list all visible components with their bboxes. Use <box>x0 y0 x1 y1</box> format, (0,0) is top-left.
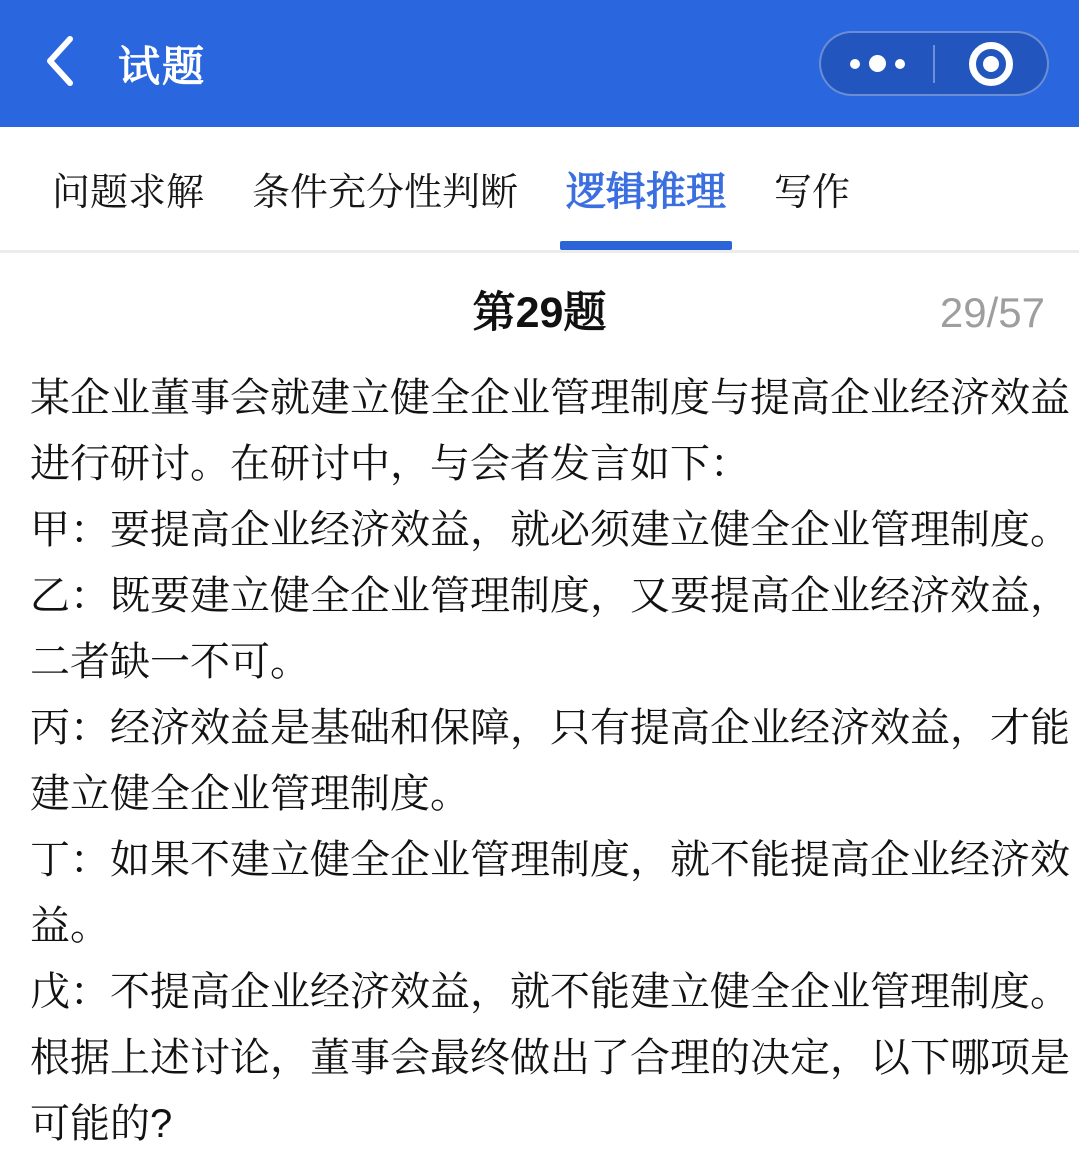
question-line: 益。 <box>30 904 110 948</box>
question-line: 某企业董事会就建立健全企业管理制度与提高企业经济效益 <box>30 376 1070 420</box>
chevron-left-icon <box>42 33 76 94</box>
question-line: 甲：要提高企业经济效益，就必须建立健全企业管理制度。 <box>30 508 1070 552</box>
question-line: 根据上述讨论，董事会最终做出了合理的决定，以下哪项是 <box>30 1036 1070 1080</box>
question-number: 第29题 <box>472 289 607 337</box>
question-line: 丁：如果不建立健全企业管理制度，就不能提高企业经济效 <box>30 838 1070 882</box>
question-progress: 29/57 <box>939 289 1045 336</box>
app-header <box>0 0 1079 127</box>
ellipsis-icon <box>850 55 905 72</box>
more-button[interactable] <box>821 33 933 94</box>
question-body <box>0 365 1079 1157</box>
active-tab-underline <box>560 241 732 250</box>
tab-logical-reasoning-label: 逻辑推理 <box>566 170 727 214</box>
question-line: 丙：经济效益是基础和保障，只有提高企业经济效益，才能 <box>30 706 1070 750</box>
category-tabbar <box>0 127 1079 253</box>
page-title: 试题 <box>118 42 207 90</box>
close-minimize-button[interactable] <box>935 33 1047 94</box>
question-line: 二者缺一不可。 <box>30 640 310 684</box>
question-line: 戊：不提高企业经济效益，就不能建立健全企业管理制度。 <box>30 970 1070 1014</box>
target-circle-icon <box>969 42 1013 86</box>
tab-logical-reasoning[interactable] <box>566 127 726 250</box>
tab-problem-solving[interactable]: 问题求解 <box>52 172 205 214</box>
question-line: 可能的? <box>30 1102 173 1146</box>
back-button[interactable] <box>42 34 86 94</box>
question-line: 进行研讨。在研讨中，与会者发言如下： <box>30 442 750 486</box>
question-meta <box>0 281 1079 345</box>
question-line: 乙：既要建立健全企业管理制度，又要提高企业经济效益， <box>30 574 1070 618</box>
question-line: 建立健全企业管理制度。 <box>30 772 470 816</box>
tab-condition-sufficiency[interactable]: 条件充分性判断 <box>252 172 519 214</box>
tab-writing[interactable]: 写作 <box>774 172 851 214</box>
wechat-capsule <box>819 31 1049 96</box>
